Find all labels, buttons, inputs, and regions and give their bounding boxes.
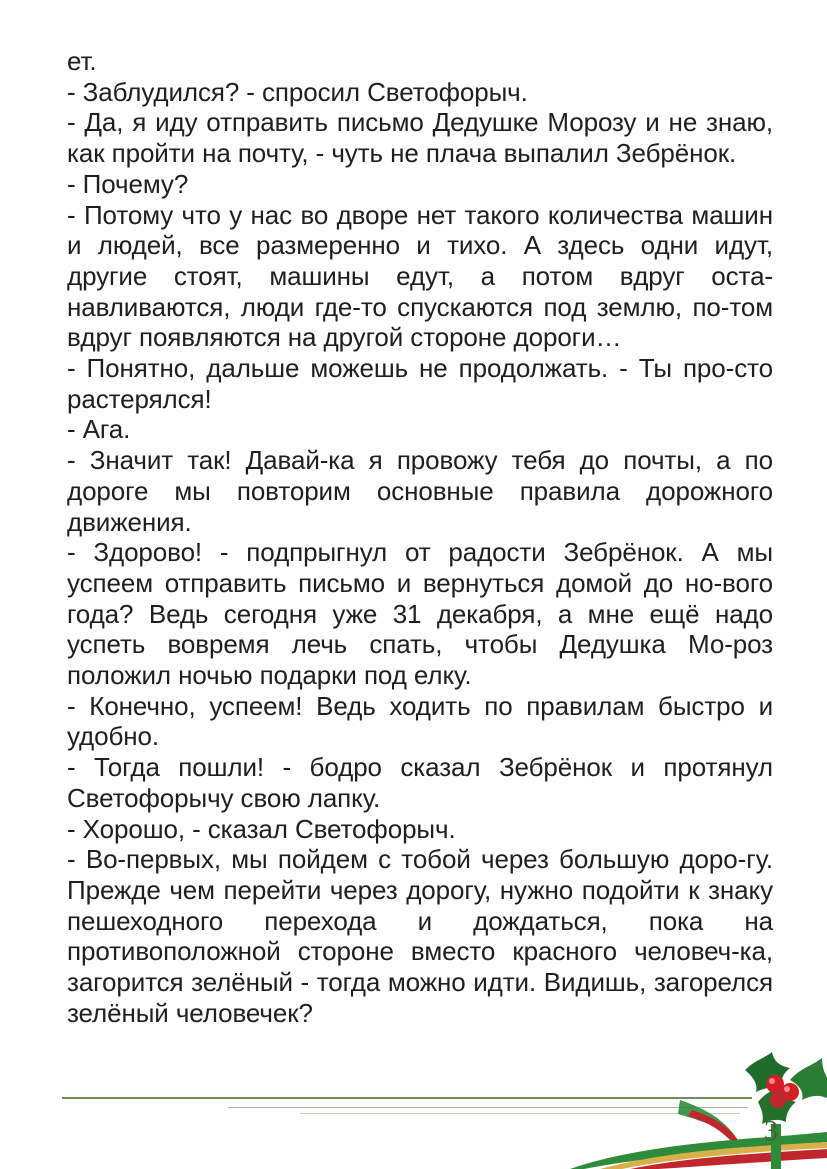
paragraph: - Потому что у нас во дворе нет такого количества машин и людей, все размеренно и тихо. А здесь одни идут, другие стоят, машины едут, а потом вдруг оста-навливаются, люди где-то спускаются под землю, по-том вдруг появляются на другой стороне дороги… [67, 199, 773, 353]
paragraph: - Заблудился? - спросил Светофорыч. [67, 76, 528, 107]
page-number: 3 [764, 1116, 778, 1147]
paragraph: - Да, я иду отправить письмо Дедушке Морозу и не знаю, как пройти на почту, - чуть не плача выпалил Зебрёнок. [67, 107, 773, 169]
paragraph: - Конечно, успеем! Ведь ходить по правилам быстро и удобно. [67, 690, 773, 752]
paragraph: - Во-первых, мы пойдем с тобой через большую доро-гу. Прежде чем перейти через дорогу, нужно подойти к знаку пешеходного перехода и дождаться, пока на противоположной стороне вместо красного человеч-ка, загорится зелёный - тогда можно идти. Видишь, загорелся зелёный человечек? [67, 844, 773, 1028]
story-text [67, 46, 773, 1029]
paragraph: - Ага. [67, 414, 131, 445]
paragraph: - Значит так! Давай-ка я провожу тебя до почты, а по дороге мы повторим основные правила дорожного движения. [67, 445, 773, 537]
paragraph: ет. [67, 46, 97, 76]
holly-ribbon-icon [560, 1040, 827, 1169]
paragraph: - Хорошо, - сказал Светофорыч. [67, 813, 456, 844]
paragraph: - Здорово! - подпрыгнул от радости Зебрёнок. А мы успеем отправить письмо и вернуться домой до но-вого года? Ведь сегодня уже 31 декабря, а мне ещё надо успеть вовремя лечь спать, чтобы Дедушка Мо-роз положил ночью подарки под елку. [67, 537, 773, 691]
paragraph: - Почему? [67, 168, 189, 199]
paragraph: - Понятно, дальше можешь не продолжать. - Ты про-сто растерялся! [67, 353, 773, 414]
paragraph: - Тогда пошли! - бодро сказал Зебрёнок и протянул Светофорычу свою лапку. [67, 752, 773, 813]
